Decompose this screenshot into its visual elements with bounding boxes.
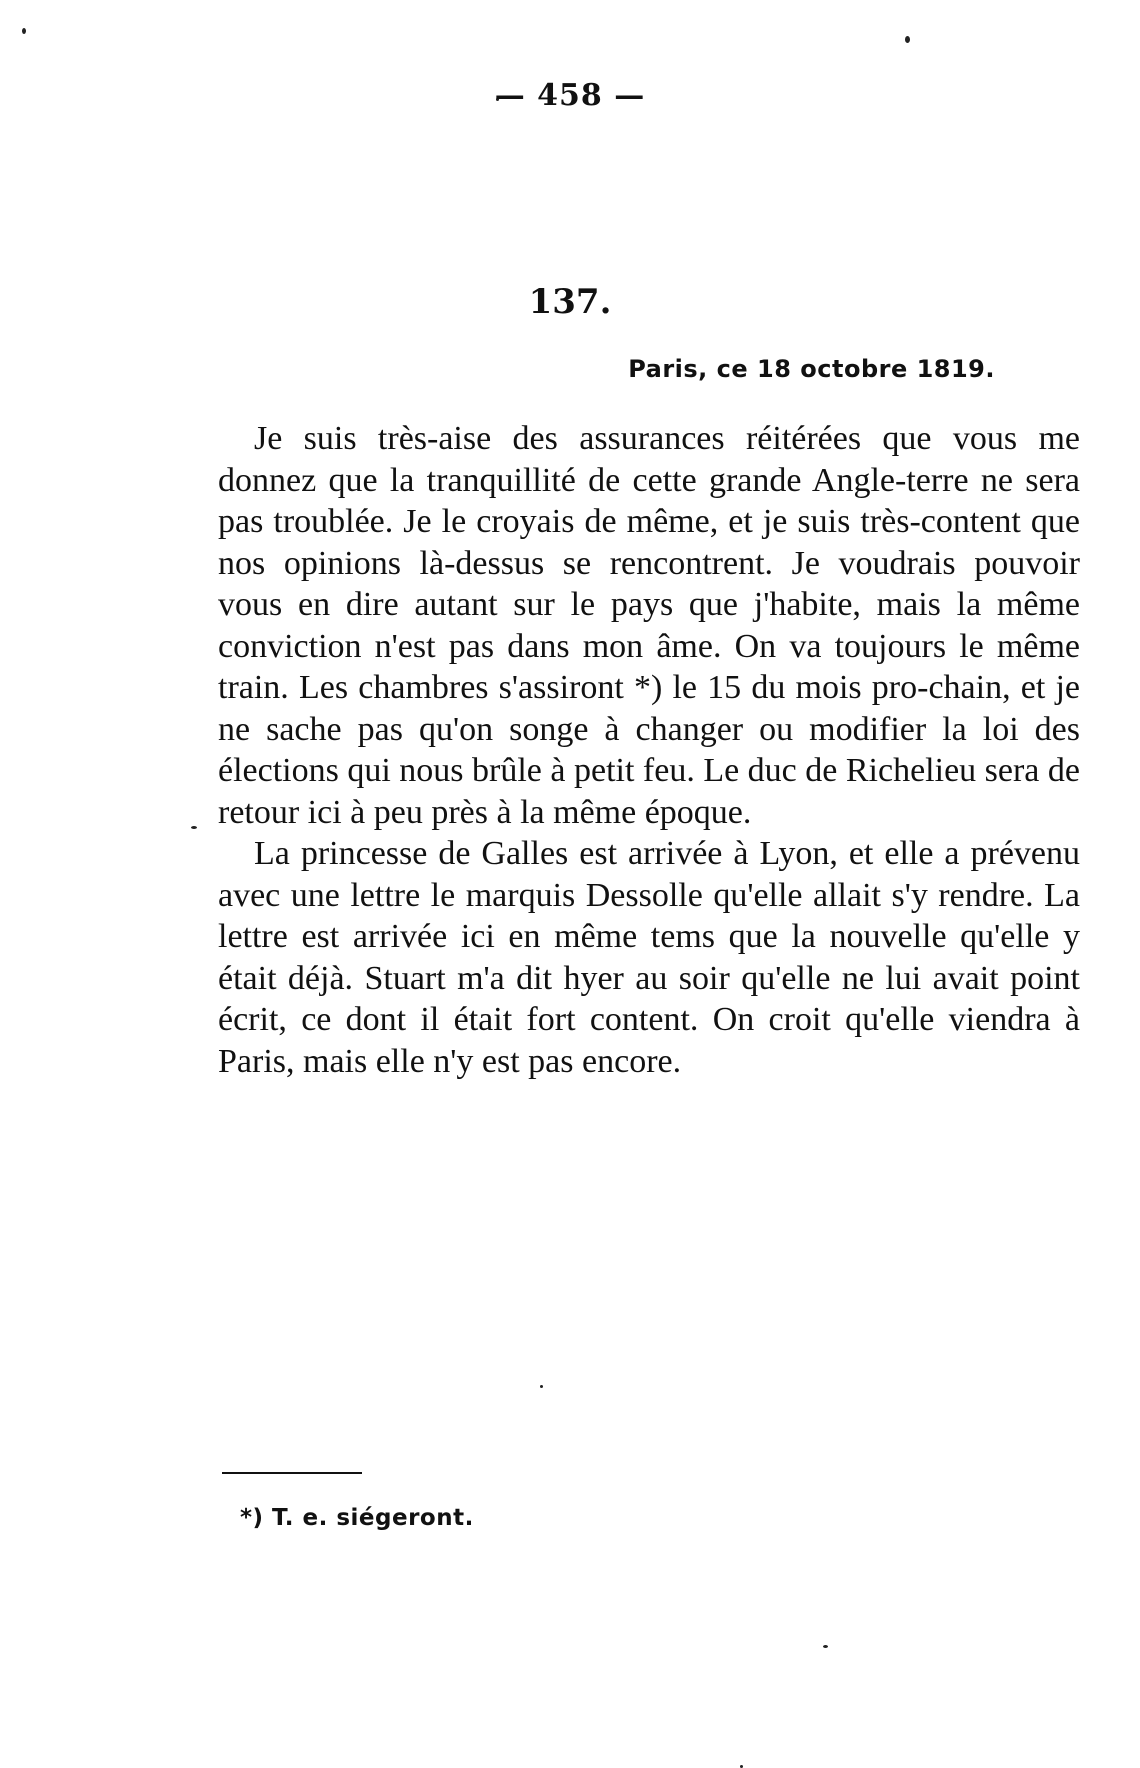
- scan-speck: [191, 826, 197, 829]
- scan-speck: [823, 1645, 828, 1648]
- letter-body: [218, 418, 1080, 1082]
- footnote-divider: [222, 1472, 362, 1474]
- paragraph: La princesse de Galles est arrivée à Lyon, et elle a prévenu avec une lettre le marquis Dessolle qu'elle allait s'y rendre. La lettre est arrivée ici en même tems que la nouvelle qu'elle y était déjà. Stuart m'a dit hyer au soir qu'elle ne lui avait point écrit, ce dont il était fort content. On croit qu'elle viendra à Paris, mais elle n'y est pas encore.: [218, 835, 1080, 1080]
- scan-speck: [540, 1385, 543, 1388]
- scan-speck: [22, 28, 26, 34]
- dateline: Paris, ce 18 octobre 1819.: [628, 355, 995, 383]
- letter-number: 137.: [528, 282, 612, 322]
- paragraph: Je suis très-aise des assurances réitérées que vous me donnez que la tranquillité de cette grande Angle-terre ne sera pas troublée. Je le croyais de même, et je suis très-content que nos opinions là-dessus se rencontrent. Je voudrais pouvoir vous en dire autant sur le pays que j'habite, mais la même conviction n'est pas dans mon âme. On va toujours le même train. Les chambres s'assiront *) le 15 du mois pro-chain, et je ne sache pas qu'on songe à changer ou modifier la loi des élections qui nous brûle à petit feu. Le duc de Richelieu sera de retour ici à peu près à la même époque.: [218, 420, 1080, 831]
- footnote: *) T. e. siégeront.: [240, 1505, 474, 1531]
- page-number: — 458 —: [494, 78, 646, 113]
- scan-speck: [905, 36, 910, 43]
